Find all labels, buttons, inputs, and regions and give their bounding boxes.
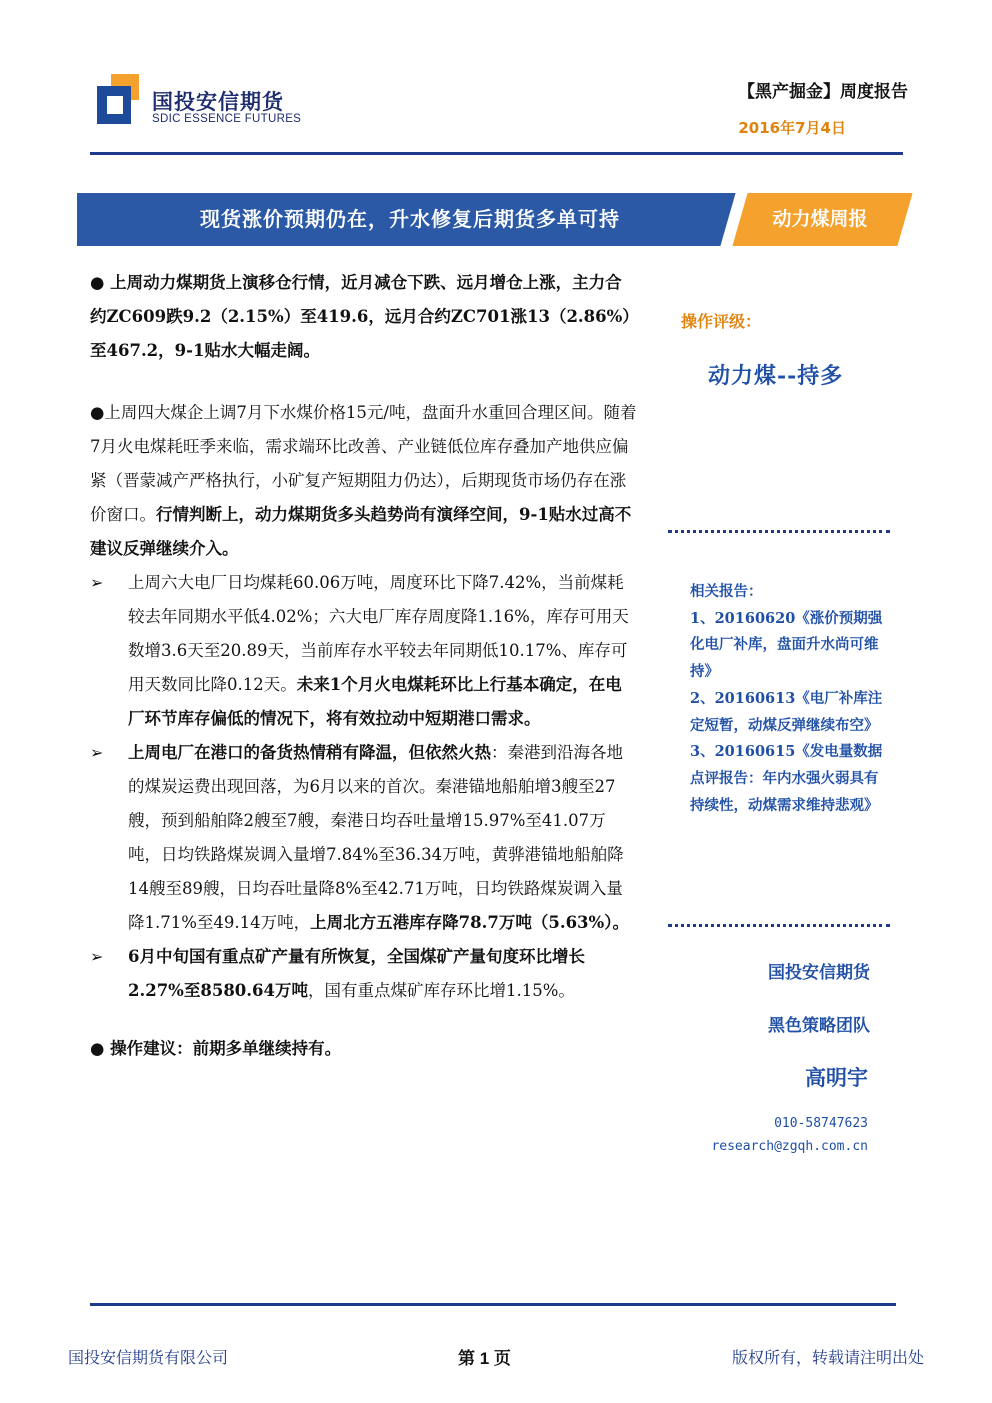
page-number: 第 1 页: [458, 1349, 511, 1368]
related-report-item: 3、20160615《发电量数据点评报告：年内水强火弱具有持续性，动煤需求维持悲观》: [690, 743, 883, 814]
production-lead: 6月中旬国有重点矿产量有所恢复，全国煤矿产量旬度环比增长2.27%至8580.64万吨: [128, 947, 585, 1000]
production-text: ，国有重点煤矿库存环比增1.15%。: [308, 981, 575, 1000]
list-item-port: [90, 736, 638, 940]
analyst-name: 高明宇: [805, 1066, 868, 1090]
port-lead: 上周电厂在港口的备货热情稍有降温，但依然火热: [128, 743, 491, 762]
report-date: 2016年7月4日: [738, 119, 846, 137]
report-series-title: 【黑产掘金】周度报告: [738, 82, 908, 102]
operation-advice: [90, 1032, 638, 1066]
arrow-bullet-icon: ➢: [90, 947, 104, 966]
contact-email[interactable]: research@zgqh.com.cn: [711, 1139, 868, 1154]
arrow-bullet-icon: ➢: [90, 573, 104, 592]
rating-value: 动力煤--持多: [708, 363, 844, 389]
sidebar-divider-top: [668, 530, 890, 533]
outlook-text: ●上周四大煤企上调7月下水煤价格15元/吨，盘面升水重回合理区间。随着7月火电煤耗旺季来临，需求端环比改善、产业链低位库存叠加产地供应偏紧（晋蒙减产严格执行，小矿复产短期阻力仍达），后期现货市场仍存在涨价窗口。: [90, 403, 637, 524]
port-conclusion: 上周北方五港库存降78.7万吨（5.63%）。: [310, 913, 629, 932]
header-divider: [90, 152, 903, 155]
related-report-item: 1、20160620《涨价预期强化电厂补库，盘面升水尚可维持》: [690, 609, 883, 681]
power-plant-conclusion: 未来1个月火电煤耗环比上行基本确定，在电厂环节库存偏低的情况下，将有效拉动中短期港口需求。: [128, 675, 622, 728]
list-item-power-plant: [90, 566, 638, 736]
logo-text-cn: 国投安信期货: [152, 90, 284, 114]
contact-phone: 010-58747623: [774, 1116, 868, 1131]
author-company: 国投安信期货: [768, 963, 870, 983]
bullet-icon: ●: [90, 1039, 105, 1058]
report-type-label: 动力煤周报: [772, 208, 868, 230]
operation-advice-text: 操作建议：前期多单继续持有。: [110, 1039, 342, 1058]
related-reports-title: 相关报告：: [690, 583, 763, 600]
outlook-paragraph: [90, 396, 638, 566]
outlook-conclusion: 行情判断上，动力煤期货多头趋势尚有演绎空间，9-1贴水过高不建议反弹继续介入。: [90, 505, 632, 558]
main-content: [90, 266, 638, 1066]
copyright-notice: 版权所有，转载请注明出处: [731, 1348, 924, 1367]
related-report-item: 2、20160613《电厂补库注定短暂，动煤反弹继续布空》: [690, 689, 883, 734]
summary-paragraph: [90, 266, 638, 368]
power-plant-text: 上周六大电厂日均煤耗60.06万吨，周度环比下降7.42%，当前煤耗较去年同期水平低4.02%；六大电厂库存周度降1.16%，库存可用天数增3.6天至20.89天，当前库存水平较去年同期低10.17%、库存可用天数同比降0.12天。: [128, 573, 629, 694]
summary-text: 上周动力煤期货上演移仓行情，近月减仓下跌、远月增仓上涨，主力合约ZC609跌9.2（2.15%）至419.6，远月合约ZC701涨13（2.86%）至467.2，9-1贴水大幅走阔。: [90, 273, 631, 360]
footer-company: 国投安信期货有限公司: [68, 1348, 229, 1367]
bullet-icon: ●: [90, 273, 105, 292]
arrow-bullet-icon: ➢: [90, 743, 104, 762]
report-headline: 现货涨价预期仍在，升水修复后期货多单可持: [200, 207, 620, 231]
footer-divider: [90, 1303, 896, 1306]
list-item-production: [90, 940, 638, 1008]
related-reports: [690, 579, 890, 819]
rating-label: 操作评级：: [681, 312, 762, 331]
company-logo-icon: [97, 74, 139, 124]
port-text: ：秦港到沿海各地的煤炭运费出现回落，为6月以来的首次。秦港锚地船舶增3艘至27艘，预到船舶降2艘至7艘，秦港日均吞吐量增15.97%至41.07万吨，日均铁路煤炭调入量增7.84%至36.34万吨，黄骅港锚地船舶降14艘至89艘，日均吞吐量降8%至42.71万吨，日均铁路煤炭调入量降1.71%至49.14万吨，: [128, 743, 624, 932]
author-team: 黑色策略团队: [768, 1016, 870, 1036]
logo-text-en: SDIC ESSENCE FUTURES: [152, 113, 302, 125]
sidebar-divider-bottom: [668, 924, 890, 927]
